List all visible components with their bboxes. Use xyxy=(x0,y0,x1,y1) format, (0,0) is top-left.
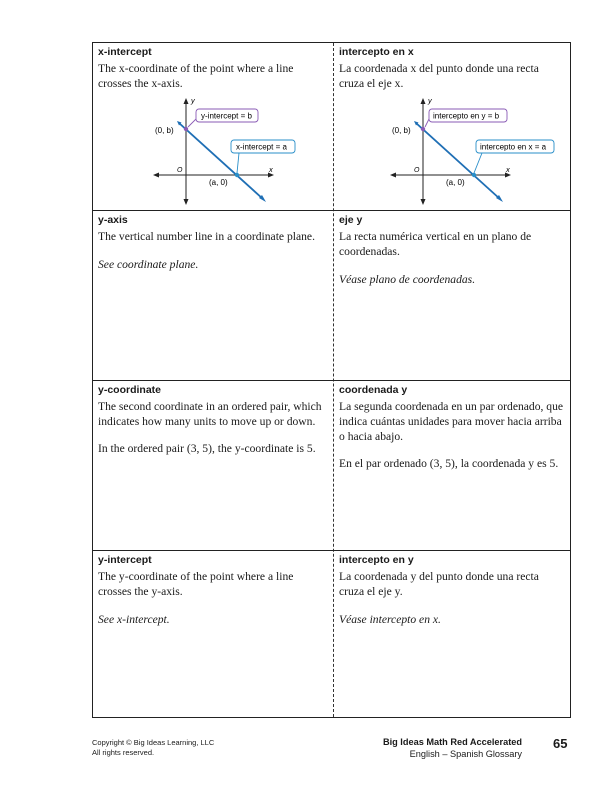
y-axis-label: y xyxy=(191,96,195,105)
english-cell xyxy=(93,211,333,272)
see-reference: See coordinate plane. xyxy=(98,258,199,271)
term-definition: The vertical number line in a coordinate plane. xyxy=(98,230,315,243)
term-definition: La coordenada y del punto donde una recta cruza el eje y. xyxy=(339,570,539,598)
point-b-label: (0, b) xyxy=(155,126,174,135)
x-axis-label: x xyxy=(269,165,273,174)
term-heading: intercepto en y xyxy=(339,554,414,566)
english-cell xyxy=(93,43,333,91)
y-intercept-point xyxy=(421,127,425,131)
term-heading: coordenada y xyxy=(339,384,408,396)
y-axis-label: y xyxy=(428,96,432,105)
y-callout-pointer xyxy=(188,119,196,127)
term-definition: The y-coordinate of the point where a line crosses the y-axis. xyxy=(98,570,294,598)
x-callout-pointer xyxy=(237,153,239,173)
term-heading: intercepto en x xyxy=(339,46,414,58)
x-intercept-callout-text: intercepto en x = a xyxy=(480,142,547,152)
x-intercept-point xyxy=(235,173,239,177)
term-heading: eje y xyxy=(339,214,363,226)
glossary-row-x-intercept xyxy=(93,43,570,210)
glossary-subtitle: English – Spanish Glossary xyxy=(409,749,522,759)
term-heading: y-axis xyxy=(98,214,128,226)
y-axis-arrow-up xyxy=(184,98,189,104)
glossary-row-y-intercept xyxy=(93,550,570,717)
x-axis-arrow-left xyxy=(390,173,396,178)
x-intercept-point xyxy=(472,173,476,177)
y-callout-pointer xyxy=(425,119,429,127)
english-cell xyxy=(93,551,333,627)
see-reference: See x-intercept. xyxy=(98,613,170,626)
y-intercept-point xyxy=(184,127,188,131)
point-a-label: (a, 0) xyxy=(209,178,228,187)
origin-label: O xyxy=(414,167,420,174)
intercept-graph-en xyxy=(151,95,311,207)
y-intercept-callout-text: y-intercept = b xyxy=(201,111,252,121)
origin-label: O xyxy=(177,167,183,174)
term-definition: La segunda coordenada en un par ordenado, que indica cuántas unidades para mover hacia arriba o hacia abajo. xyxy=(339,400,564,443)
spanish-cell xyxy=(333,381,570,471)
intercept-graph-es xyxy=(388,95,558,207)
point-b-label: (0, b) xyxy=(392,126,411,135)
graph-line xyxy=(179,123,263,199)
term-example: In the ordered pair (3, 5), the y-coordinate is 5. xyxy=(98,442,316,455)
copyright-text: Copyright © Big Ideas Learning, LLC xyxy=(92,738,215,747)
x-callout-pointer xyxy=(474,153,482,173)
page-number: 65 xyxy=(553,736,568,751)
y-axis-arrow-down xyxy=(184,199,189,205)
term-heading: y-intercept xyxy=(98,554,152,566)
glossary-table xyxy=(92,42,571,718)
english-cell xyxy=(93,381,333,456)
spanish-cell xyxy=(333,551,570,627)
y-axis-arrow-up xyxy=(421,98,426,104)
glossary-row-y-axis xyxy=(93,210,570,380)
x-axis-label: x xyxy=(506,165,510,174)
footer-copyright xyxy=(92,738,214,758)
footer-book-info xyxy=(383,736,522,760)
term-definition: La recta numérica vertical en un plano de coordenadas. xyxy=(339,230,532,258)
y-axis-arrow-down xyxy=(421,199,426,205)
term-definition: The second coordinate in an ordered pair, which indicates how many units to move up or down. xyxy=(98,400,322,428)
spanish-cell xyxy=(333,43,570,91)
y-intercept-callout-text: intercepto en y = b xyxy=(433,111,500,121)
graph-line xyxy=(416,123,500,199)
term-heading: y-coordinate xyxy=(98,384,162,396)
x-intercept-callout-text: x-intercept = a xyxy=(236,142,287,152)
see-reference: Véase plano de coordenadas. xyxy=(339,273,476,286)
term-definition: La coordenada x del punto donde una recta cruza el eje x. xyxy=(339,62,539,90)
spanish-cell xyxy=(333,211,570,287)
rights-text: All rights reserved. xyxy=(92,748,155,757)
point-a-label: (a, 0) xyxy=(446,178,465,187)
glossary-row-y-coordinate xyxy=(93,380,570,550)
term-definition: The x-coordinate of the point where a line crosses the x-axis. xyxy=(98,62,294,90)
term-heading: x-intercept xyxy=(98,46,152,58)
see-reference: Véase intercepto en x. xyxy=(339,613,441,626)
x-axis-arrow-left xyxy=(153,173,159,178)
book-title: Big Ideas Math Red Accelerated xyxy=(382,737,522,747)
term-example: En el par ordenado (3, 5), la coordenada y es 5. xyxy=(339,457,559,470)
